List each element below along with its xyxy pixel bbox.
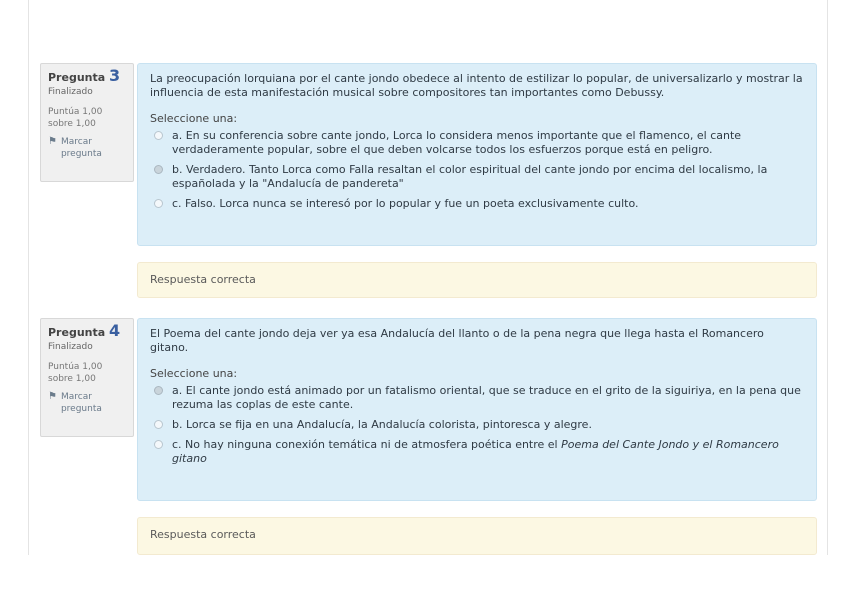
answer-option-c[interactable] [150, 438, 804, 466]
radio-button[interactable] [154, 131, 163, 140]
flag-label [61, 136, 102, 160]
question-grade-2: sobre 1,00 [48, 119, 96, 129]
flag-label-line2: pregunta [60, 404, 102, 414]
answer-option-a[interactable] [150, 129, 804, 157]
answer-label-plain: c. No hay ninguna conexión temática ni de atmosfera poética entre el [172, 438, 562, 451]
answer-label: b. Lorca se fija en una Andalucía, la Andalucía colorista, pintoresca y alegre. [172, 418, 592, 431]
question-state: Finalizado [48, 87, 93, 97]
question-number-value: 3 [109, 66, 121, 85]
question-formulation-4 [137, 318, 817, 501]
answer-label: c. Falso. Lorca nunca se interesó por lo popular y fue un poeta exclusivamente culto. [172, 197, 639, 210]
answer-label: a. En su conferencia sobre cante jondo, Lorca lo considera menos importante que el flamenco, el cante verdaderamente popular, sobre el que deben volcarse todos los esfuerzos porque está en peligro. [172, 129, 742, 156]
flag-icon: ⚑ [48, 136, 57, 147]
answer-option-c[interactable] [150, 197, 804, 211]
question-grade-2: sobre 1,00 [48, 374, 96, 384]
question-number-value: 4 [109, 321, 121, 340]
radio-button[interactable] [154, 199, 163, 208]
flag-label-line2: pregunta [60, 149, 102, 159]
question-grade-1: Puntúa 1,00 [48, 362, 103, 372]
flag-label-line1: Marcar [60, 392, 92, 402]
answer-label: b. Verdadero. Tanto Lorca como Falla resaltan el color espiritual del cante jondo por encima del localismo, la españolada y la "Andalucía de pandereta" [172, 163, 768, 190]
question-number [48, 321, 127, 340]
answer-label-italic: Poema del Cante Jondo y el Romancero gitano [172, 438, 779, 465]
question-info-4 [40, 318, 134, 437]
answer-option-b[interactable] [150, 163, 804, 191]
radio-button-selected[interactable] [154, 165, 163, 174]
radio-button-selected[interactable] [154, 386, 163, 395]
flag-label-line1: Marcar [60, 137, 92, 147]
flag-label [61, 391, 102, 415]
question-state: Finalizado [48, 342, 93, 352]
question-formulation-3 [137, 63, 817, 246]
question-text: El Poema del cante jondo deja ver ya esa Andalucía del llanto o de la pena negra que llega hasta el Romancero gitano. [150, 327, 764, 354]
flag-question-button[interactable] [48, 136, 127, 160]
question-text: La preocupación lorquiana por el cante jondo obedece al intento de estilizar lo popular, de universalizarlo y mostrar la influencia de esta manifestación musical sobre compositores tan importantes como Debussy. [150, 72, 803, 99]
answer-option-a[interactable] [150, 384, 804, 412]
answer-option-b[interactable] [150, 418, 804, 432]
question-grade-1: Puntúa 1,00 [48, 107, 103, 117]
answer-label [172, 438, 804, 466]
radio-button[interactable] [154, 440, 163, 449]
feedback-box-3: Respuesta correcta [137, 262, 817, 298]
flag-question-button[interactable] [48, 391, 127, 415]
answer-prompt: Seleccione una: [150, 367, 238, 380]
flag-icon: ⚑ [48, 391, 57, 402]
question-number [48, 66, 127, 85]
answer-prompt: Seleccione una: [150, 112, 238, 125]
feedback-box-4: Respuesta correcta [137, 517, 817, 555]
question-label: Pregunta [48, 326, 106, 339]
question-info-3 [40, 63, 134, 182]
answer-label: a. El cante jondo está animado por un fatalismo oriental, que se traduce en el grito de la siguiriya, en la pena que rezuma las coplas de este cante. [172, 384, 801, 411]
question-label: Pregunta [48, 71, 106, 84]
radio-button[interactable] [154, 420, 163, 429]
